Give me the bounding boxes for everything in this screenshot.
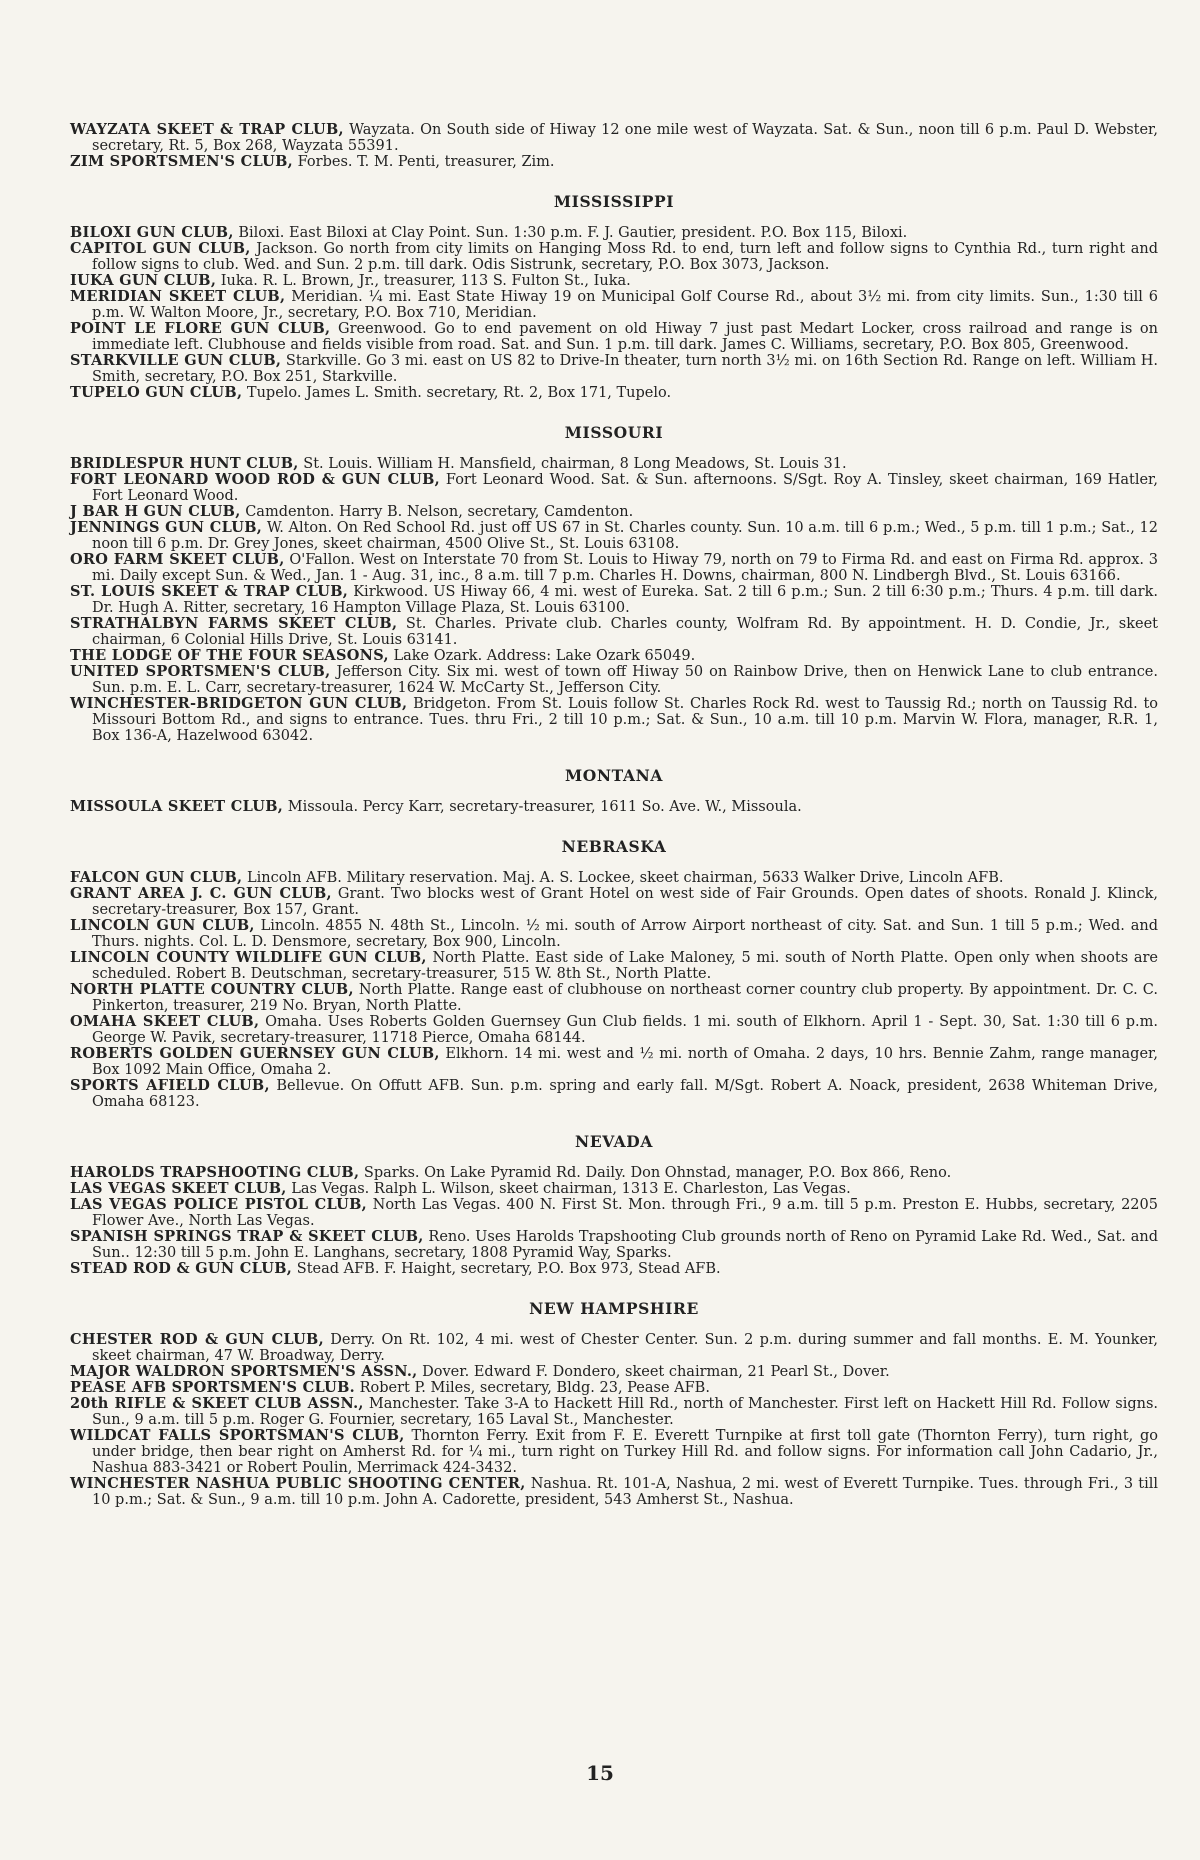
club-details: Starkville. Go 3 mi. east on US 82 to Drive-In theater, turn north 3½ mi. on 16th Section Rd. Range on left. William H. Smith, secretary, P.O. Box 251, Starkville. <box>92 353 1159 385</box>
club-entry <box>70 1261 1158 1277</box>
club-name: HAROLDS TRAPSHOOTING CLUB, <box>70 1164 360 1181</box>
club-entry <box>70 225 1158 241</box>
club-entry <box>70 504 1158 520</box>
club-name: GRANT AREA J. C. GUN CLUB, <box>70 885 332 902</box>
club-entry <box>70 122 1158 154</box>
club-details: Grant. Two blocks west of Grant Hotel on west side of Fair Grounds. Open dates of shoots. Ronald J. Klinck, secretary-treasurer, Box 157, Grant. <box>92 886 1158 918</box>
club-name: THE LODGE OF THE FOUR SEASONS, <box>70 647 389 664</box>
directory-page <box>70 122 1158 1508</box>
club-details: Forbes. T. M. Penti, treasurer, Zim. <box>293 154 555 170</box>
club-entry <box>70 1229 1158 1261</box>
club-name: J BAR H GUN CLUB, <box>70 503 241 520</box>
club-entry <box>70 616 1158 648</box>
club-name: MAJOR WALDRON SPORTSMEN'S ASSN., <box>70 1363 418 1380</box>
club-details: Jackson. Go north from city limits on Hanging Moss Rd. to end, turn left and follow signs to Cynthia Rd., turn right and follow signs to club. Wed. and Sun. 2 p.m. till dark. Odis Sistrunk, secretary, P.O. Box 3073, Jackson. <box>92 241 1159 273</box>
club-entry <box>70 552 1158 584</box>
club-entry <box>70 584 1158 616</box>
club-entry <box>70 648 1158 664</box>
state-header: MONTANA <box>565 766 663 785</box>
club-details: St. Charles. Private club. Charles county, Wolfram Rd. By appointment. H. D. Condie, Jr., skeet chairman, 6 Colonial Hills Drive, St. Louis 63141. <box>92 616 1158 648</box>
club-details: Jefferson City. Six mi. west of town off Hiway 50 on Rainbow Drive, then on Henwick Lane to club entrance. Sun. p.m. E. L. Carr, secretary-treasurer, 1624 W. McCarty St., Jefferson City. <box>92 664 1159 696</box>
state-header: MISSOURI <box>564 423 664 442</box>
club-name: BRIDLESPUR HUNT CLUB, <box>70 455 299 472</box>
club-entry <box>70 1165 1158 1181</box>
club-entry <box>70 456 1158 472</box>
club-details: Manchester. Take 3-A to Hackett Hill Rd., north of Manchester. First left on Hackett Hill Rd. Follow signs. Sun., 9 a.m. till 5 p.m. Roger G. Fournier, secretary, 165 Laval St., Manchester. <box>92 1396 1158 1428</box>
club-name: WINCHESTER-BRIDGETON GUN CLUB, <box>70 695 408 712</box>
club-details: Elkhorn. 14 mi. west and ½ mi. north of Omaha. 2 days, 10 hrs. Bennie Zahm, range manager, Box 1092 Main Office, Omaha 2. <box>92 1046 1158 1078</box>
club-details: St. Louis. William H. Mansfield, chairman, 8 Long Meadows, St. Louis 31. <box>298 456 847 472</box>
club-name: CHESTER ROD & GUN CLUB, <box>70 1331 324 1348</box>
club-details: Greenwood. Go to end pavement on old Hiway 7 just past Medart Locker, cross railroad and range is on immediate left. Clubhouse and fields visible from road. Sat. and Sun. 1 p.m. till dark. James C. Williams, secretary, P.O. Box 805, Greenwood. <box>92 321 1158 353</box>
club-details: Camdenton. Harry B. Nelson, secretary, Camdenton. <box>240 504 634 520</box>
club-name: CAPITOL GUN CLUB, <box>70 240 251 257</box>
club-name: STRATHALBYN FARMS SKEET CLUB, <box>70 615 398 632</box>
club-entry <box>70 154 1158 170</box>
club-name: ORO FARM SKEET CLUB, <box>70 551 285 568</box>
club-entry <box>70 982 1158 1014</box>
club-details: Kirkwood. US Hiway 66, 4 mi. west of Eureka. Sat. 2 till 6 p.m.; Sun. 2 till 6:30 p.m.; Thurs. 4 p.m. till dark. Dr. Hugh A. Ritter, secretary, 16 Hampton Village Plaza, St. Louis 63100. <box>92 584 1158 616</box>
club-details: W. Alton. On Red School Rd. just off US 67 in St. Charles county. Sun. 10 a.m. till 6 p.m.; Wed., 5 p.m. till 1 p.m.; Sat., 12 noon till 6 p.m. Dr. Grey Jones, skeet chairman, 4500 Olive St., St. Louis 63108. <box>92 520 1158 552</box>
club-details: Bridgeton. From St. Louis follow St. Charles Rock Rd. west to Taussig Rd.; north on Taussig Rd. to Missouri Bottom Rd., and signs to entrance. Tues. thru Fri., 2 till 10 p.m.; Sat. & Sun., 10 a.m. till 10 p.m. Marvin W. Flora, manager, R.R. 1, Box 136-A, Hazelwood 63042. <box>92 696 1158 744</box>
club-details: Meridian. ¼ mi. East State Hiway 19 on Municipal Golf Course Rd., about 3½ mi. from city limits. Sun., 1:30 till 6 p.m. W. Walton Moore, Jr., secretary, P.O. Box 710, Meridian. <box>92 289 1158 321</box>
state-section <box>70 423 1158 744</box>
club-name: TUPELO GUN CLUB, <box>70 384 243 401</box>
club-entry <box>70 870 1158 886</box>
club-details: Lake Ozark. Address: Lake Ozark 65049. <box>388 648 696 664</box>
club-details: Derry. On Rt. 102, 4 mi. west of Chester Center. Sun. 2 p.m. during summer and fall months. E. M. Younker, skeet chairman, 47 W. Broadway, Derry. <box>92 1332 1158 1364</box>
club-name: LINCOLN COUNTY WILDLIFE GUN CLUB, <box>70 949 427 966</box>
club-details: Las Vegas. Ralph L. Wilson, skeet chairman, 1313 E. Charleston, Las Vegas. <box>286 1181 851 1197</box>
state-header: NEW HAMPSHIRE <box>529 1299 699 1318</box>
club-entry <box>70 918 1158 950</box>
club-name: ZIM SPORTSMEN'S CLUB, <box>70 153 294 170</box>
club-entry <box>70 472 1158 504</box>
club-name: WINCHESTER NASHUA PUBLIC SHOOTING CENTER, <box>70 1475 526 1492</box>
state-section <box>70 837 1158 1110</box>
club-name: FALCON GUN CLUB, <box>70 869 243 886</box>
state-section <box>70 192 1158 401</box>
club-details: Lincoln AFB. Military reservation. Maj. A. S. Lockee, skeet chairman, 5633 Walker Drive, Lincoln AFB. <box>242 870 1004 886</box>
club-details: Stead AFB. F. Haight, secretary, P.O. Box 973, Stead AFB. <box>292 1261 721 1277</box>
club-details: Dover. Edward F. Dondero, skeet chairman, 21 Pearl St., Dover. <box>417 1364 890 1380</box>
page-number: 15 <box>586 1761 614 1785</box>
state-header: NEVADA <box>575 1132 653 1151</box>
club-entry <box>70 1181 1158 1197</box>
club-details: North Platte. East side of Lake Maloney, 5 mi. south of North Platte. Open only when shoots are scheduled. Robert B. Deutschman, secretary-treasurer, 515 W. 8th St., North Platte. <box>92 950 1158 982</box>
club-details: Reno. Uses Harolds Trapshooting Club grounds north of Reno on Pyramid Lake Rd. Wed., Sat. and Sun.. 12:30 till 5 p.m. John E. Langhans, secretary, 1808 Pyramid Way, Sparks. <box>92 1229 1158 1261</box>
club-name: SPORTS AFIELD CLUB, <box>70 1077 270 1094</box>
club-entry <box>70 1197 1158 1229</box>
club-entry <box>70 273 1158 289</box>
club-name: MISSOULA SKEET CLUB, <box>70 798 284 815</box>
club-name: ST. LOUIS SKEET & TRAP CLUB, <box>70 583 349 600</box>
club-name: 20th RIFLE & SKEET CLUB ASSN., <box>70 1395 364 1412</box>
top-entries <box>70 122 1158 170</box>
state-header: MISSISSIPPI <box>553 192 675 211</box>
state-header: NEBRASKA <box>561 837 667 856</box>
club-entry <box>70 241 1158 273</box>
club-name: LAS VEGAS SKEET CLUB, <box>70 1180 287 1197</box>
club-entry <box>70 799 1158 815</box>
club-entry <box>70 1332 1158 1364</box>
club-entry <box>70 1014 1158 1046</box>
club-entry <box>70 520 1158 552</box>
club-entry <box>70 1476 1158 1508</box>
club-details: O'Fallon. West on Interstate 70 from St. Louis to Hiway 79, north on 79 to Firma Rd. and east on Firma Rd. approx. 3 mi. Daily except Sun. & Wed., Jan. 1 - Aug. 31, inc., 8 a.m. till 7 p.m. Charles H. Downs, chairman, 800 N. Lindbergh Blvd., St. Louis 63166. <box>92 552 1158 584</box>
state-section <box>70 1299 1158 1508</box>
club-name: MERIDIAN SKEET CLUB, <box>70 288 286 305</box>
club-entry <box>70 1396 1158 1428</box>
club-entry <box>70 353 1158 385</box>
club-name: SPANISH SPRINGS TRAP & SKEET CLUB, <box>70 1228 424 1245</box>
club-entry <box>70 950 1158 982</box>
club-entry <box>70 1364 1158 1380</box>
club-entry <box>70 321 1158 353</box>
club-details: Tupelo. James L. Smith. secretary, Rt. 2, Box 171, Tupelo. <box>242 385 672 401</box>
club-entry <box>70 385 1158 401</box>
club-entry <box>70 1428 1158 1476</box>
club-details: Nashua. Rt. 101-A, Nashua, 2 mi. west of Everett Turnpike. Tues. through Fri., 3 till 10 p.m.; Sat. & Sun., 9 a.m. till 10 p.m. John A. Cadorette, president, 543 Amherst St., Nashua. <box>92 1476 1158 1508</box>
club-details: Robert P. Miles, secretary, Bldg. 23, Pease AFB. <box>355 1380 710 1396</box>
club-name: JENNINGS GUN CLUB, <box>70 519 263 536</box>
club-entry <box>70 289 1158 321</box>
club-entry <box>70 1380 1158 1396</box>
club-entry <box>70 1046 1158 1078</box>
club-name: FORT LEONARD WOOD ROD & GUN CLUB, <box>70 471 441 488</box>
club-entry <box>70 664 1158 696</box>
club-name: ROBERTS GOLDEN GUERNSEY GUN CLUB, <box>70 1045 440 1062</box>
club-name: WAYZATA SKEET & TRAP CLUB, <box>70 121 344 138</box>
club-name: PEASE AFB SPORTSMEN'S CLUB. <box>70 1379 355 1396</box>
club-name: IUKA GUN CLUB, <box>70 272 217 289</box>
club-name: STARKVILLE GUN CLUB, <box>70 352 282 369</box>
state-section <box>70 1132 1158 1277</box>
club-details: Sparks. On Lake Pyramid Rd. Daily. Don Ohnstad, manager, P.O. Box 866, Reno. <box>359 1165 952 1181</box>
club-name: UNITED SPORTSMEN'S CLUB, <box>70 663 331 680</box>
club-entry <box>70 886 1158 918</box>
club-details: Fort Leonard Wood. Sat. & Sun. afternoons. S/Sgt. Roy A. Tinsley, skeet chairman, 169 Hatler, Fort Leonard Wood. <box>92 472 1158 504</box>
club-entry <box>70 696 1158 744</box>
club-details: Thornton Ferry. Exit from F. E. Everett Turnpike at first toll gate (Thornton Ferry), turn right, go under bridge, then bear right on Amherst Rd. for ¼ mi., turn right on Turkey Hill Rd. and follow signs. For information call John Cadario, Jr., Nashua 883-3421 or Robert Poulin, Merrimack 424-3432. <box>92 1428 1158 1476</box>
club-name: POINT LE FLORE GUN CLUB, <box>70 320 331 337</box>
club-name: STEAD ROD & GUN CLUB, <box>70 1260 293 1277</box>
club-details: Missoula. Percy Karr, secretary-treasurer, 1611 So. Ave. W., Missoula. <box>283 799 802 815</box>
club-name: WILDCAT FALLS SPORTSMAN'S CLUB, <box>70 1427 405 1444</box>
club-details: Wayzata. On South side of Hiway 12 one mile west of Wayzata. Sat. & Sun., noon till 6 p.m. Paul D. Webster, secretary, Rt. 5, Box 268, Wayzata 55391. <box>92 122 1159 154</box>
state-section <box>70 766 1158 815</box>
club-name: OMAHA SKEET CLUB, <box>70 1013 260 1030</box>
club-name: BILOXI GUN CLUB, <box>70 224 234 241</box>
club-entry <box>70 1078 1158 1110</box>
club-details: Iuka. R. L. Brown, Jr., treasurer, 113 S. Fulton St., Iuka. <box>216 273 631 289</box>
club-details: Omaha. Uses Roberts Golden Guernsey Gun Club fields. 1 mi. south of Elkhorn. April 1 - Sept. 30, Sat. 1:30 till 6 p.m. George W. Pavik, secretary-treasurer, 11718 Pierce, Omaha 68144. <box>92 1014 1158 1046</box>
club-details: Bellevue. On Offutt AFB. Sun. p.m. spring and early fall. M/Sgt. Robert A. Noack, president, 2638 Whiteman Drive, Omaha 68123. <box>92 1078 1158 1110</box>
club-name: LAS VEGAS POLICE PISTOL CLUB, <box>70 1196 368 1213</box>
state-sections <box>70 192 1158 1508</box>
club-details: North Platte. Range east of clubhouse on northeast corner country club property. By appointment. Dr. C. C. Pinkerton, treasurer, 219 No. Bryan, North Platte. <box>92 982 1158 1014</box>
club-name: NORTH PLATTE COUNTRY CLUB, <box>70 981 354 998</box>
club-details: Lincoln. 4855 N. 48th St., Lincoln. ½ mi. south of Arrow Airport northeast of city. Sat. and Sun. 1 till 5 p.m.; Wed. and Thurs. nights. Col. L. D. Densmore, secretary, Box 900, Lincoln. <box>92 918 1158 950</box>
club-details: North Las Vegas. 400 N. First St. Mon. through Fri., 9 a.m. till 5 p.m. Preston E. Hubbs, secretary, 2205 Flower Ave., North Las Vegas. <box>92 1197 1158 1229</box>
club-name: LINCOLN GUN CLUB, <box>70 917 255 934</box>
club-details: Biloxi. East Biloxi at Clay Point. Sun. 1:30 p.m. F. J. Gautier, president. P.O. Box 115, Biloxi. <box>233 225 908 241</box>
